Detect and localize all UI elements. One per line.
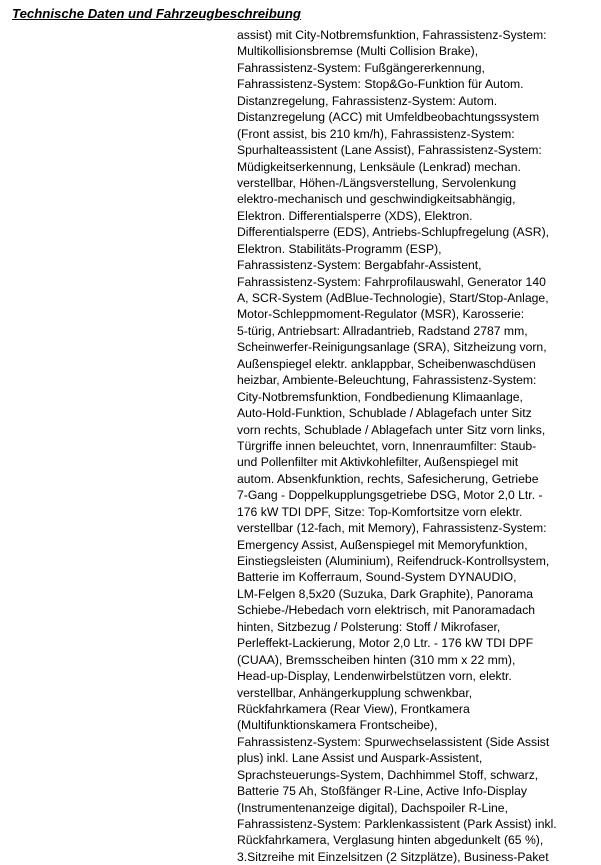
description-line: Scheinwerfer-Reinigungsanlage (SRA), Sitzheizung vorn, <box>237 340 547 355</box>
description-line: Fahrassistenz-System: Spurwechselassistent (Side Assist <box>237 734 550 749</box>
description-line: elektro-mechanisch und geschwindigkeitsabhängig, <box>237 192 516 207</box>
description-line: Außenspiegel elektr. anklappbar, Scheibenwaschdüsen <box>237 356 536 371</box>
description-line: plus) inkl. Lane Assist und Auspark-Assistent, <box>237 751 483 766</box>
vehicle-description <box>237 27 601 865</box>
description-line: Elektron. Differentialsperre (XDS), Elektron. <box>237 208 473 223</box>
description-line: Schiebe-/Hebedach vorn elektrisch, mit Panoramadach <box>237 603 536 618</box>
description-line: Batterie 75 Ah, Stoßfänger R-Line, Active Info-Display <box>237 784 527 799</box>
description-line: heizbar, Ambiente-Beleuchtung, Fahrassistenz-System: <box>237 373 537 388</box>
description-line: Einstiegsleisten (Aluminium), Reifendruck-Kontrollsystem, <box>237 554 550 568</box>
description-line: Head-up-Display, Lendenwirbelstützen vorn, elektr. <box>237 669 512 684</box>
description-line: Distanzregelung (ACC) mit Umfeldbeobachtungssystem <box>237 110 540 125</box>
description-line: Elektron. Stabilitäts-Programm (ESP), <box>237 241 442 256</box>
description-line: Distanzregelung, Fahrassistenz-System: Autom. <box>237 93 498 108</box>
page-title: Technische Daten und Fahrzeugbeschreibung <box>12 6 301 21</box>
description-line: 5-türig, Antriebsart: Allradantrieb, Radstand 2787 mm, <box>237 323 528 338</box>
description-line: 176 kW TDI DPF, Sitze: Top-Komfortsitze vorn elektr. <box>237 504 523 519</box>
description-line: Rückfahrkamera, Verglasung hinten abgedunkelt (65 %), <box>237 833 544 848</box>
description-line: Sprachsteuerungs-System, Dachhimmel Stoff, schwarz, <box>237 767 539 782</box>
description-line: Fahrassistenz-System: Stop&Go-Funktion für Autom. <box>237 77 524 92</box>
description-line: (CUAA), Bremsscheiben hinten (310 mm x 22 mm), <box>237 652 516 667</box>
description-line: und Pollenfilter mit Aktivkohlefilter, Außenspiegel mit <box>237 455 519 470</box>
description-line: Fahrassistenz-System: Parklenkassistent (Park Assist) inkl. <box>237 817 557 831</box>
description-line: 3.Sitzreihe mit Einzelsitzen (2 Sitzplätze), Business-Paket <box>237 849 549 864</box>
description-line: Fahrassistenz-System: Bergabfahr-Assistent, <box>237 258 482 273</box>
description-line: Differentialsperre (EDS), Antriebs-Schlupfregelung (ASR), <box>237 225 550 240</box>
description-line: Spurhalteassistent (Lane Assist), Fahrassistenz-System: <box>237 143 542 158</box>
description-line: (Instrumentenanzeige digital), Dachspoiler R-Line, <box>237 800 508 815</box>
description-line: verstellbar, Anhängerkupplung schwenkbar, <box>237 685 473 700</box>
description-line: Fahrassistenz-System: Fußgängererkennung, <box>237 60 485 75</box>
description-line: autom. Absenkfunktion, rechts, Safesicherung, Getriebe <box>237 471 539 486</box>
description-line: Rückfahrkamera (Rear View), Frontkamera <box>237 701 470 716</box>
description-line: Multikollisionsbremse (Multi Collision Brake), <box>237 44 479 59</box>
description-line: vorn rechts, Schublade / Ablagefach unter Sitz vorn links, <box>237 422 546 437</box>
description-line: Müdigkeitserkennung, Lenksäule (Lenkrad) mechan. <box>237 159 521 174</box>
description-line: Perleffekt-Lackierung, Motor 2,0 Ltr. - 176 kW TDI DPF <box>237 636 534 651</box>
description-line: verstellbar (12-fach, mit Memory), Fahrassistenz-System: <box>237 521 547 536</box>
description-line: A, SCR-System (AdBlue-Technologie), Start/Stop-Anlage, <box>237 291 549 305</box>
description-line: verstellbar, Höhen-/Längsverstellung, Servolenkung <box>237 175 517 190</box>
description-line: Motor-Schleppmoment-Regulator (MSR), Karosserie: <box>237 307 525 322</box>
description-line: LM-Felgen 8,5x20 (Suzuka, Dark Graphite), Panorama <box>237 586 534 601</box>
description-line: Emergency Assist, Außenspiegel mit Memoryfunktion, <box>237 537 528 552</box>
description-line: Fahrassistenz-System: Fahrprofilauswahl, Generator 140 <box>237 274 546 289</box>
description-line: 7-Gang - Doppelkupplungsgetriebe DSG, Motor 2,0 Ltr. - <box>237 488 543 503</box>
description-line: Türgriffe innen beleuchtet, vorn, Innenraumfilter: Staub- <box>237 438 537 453</box>
description-line: City-Notbremsfunktion, Fondbedienung Klimaanlage, <box>237 389 523 404</box>
description-line: (Multifunktionskamera Frontscheibe), <box>237 718 438 733</box>
description-line: assist) mit City-Notbremsfunktion, Fahrassistenz-System: <box>237 28 547 42</box>
description-line: hinten, Sitzbezug / Polsterung: Stoff / Mikrofaser, <box>237 619 501 634</box>
description-line: Auto-Hold-Funktion, Schublade / Ablagefach unter Sitz <box>237 406 532 421</box>
description-line: (Front assist, bis 210 km/h), Fahrassistenz-System: <box>237 126 515 141</box>
description-line: Batterie im Kofferraum, Sound-System DYNAUDIO, <box>237 570 517 585</box>
